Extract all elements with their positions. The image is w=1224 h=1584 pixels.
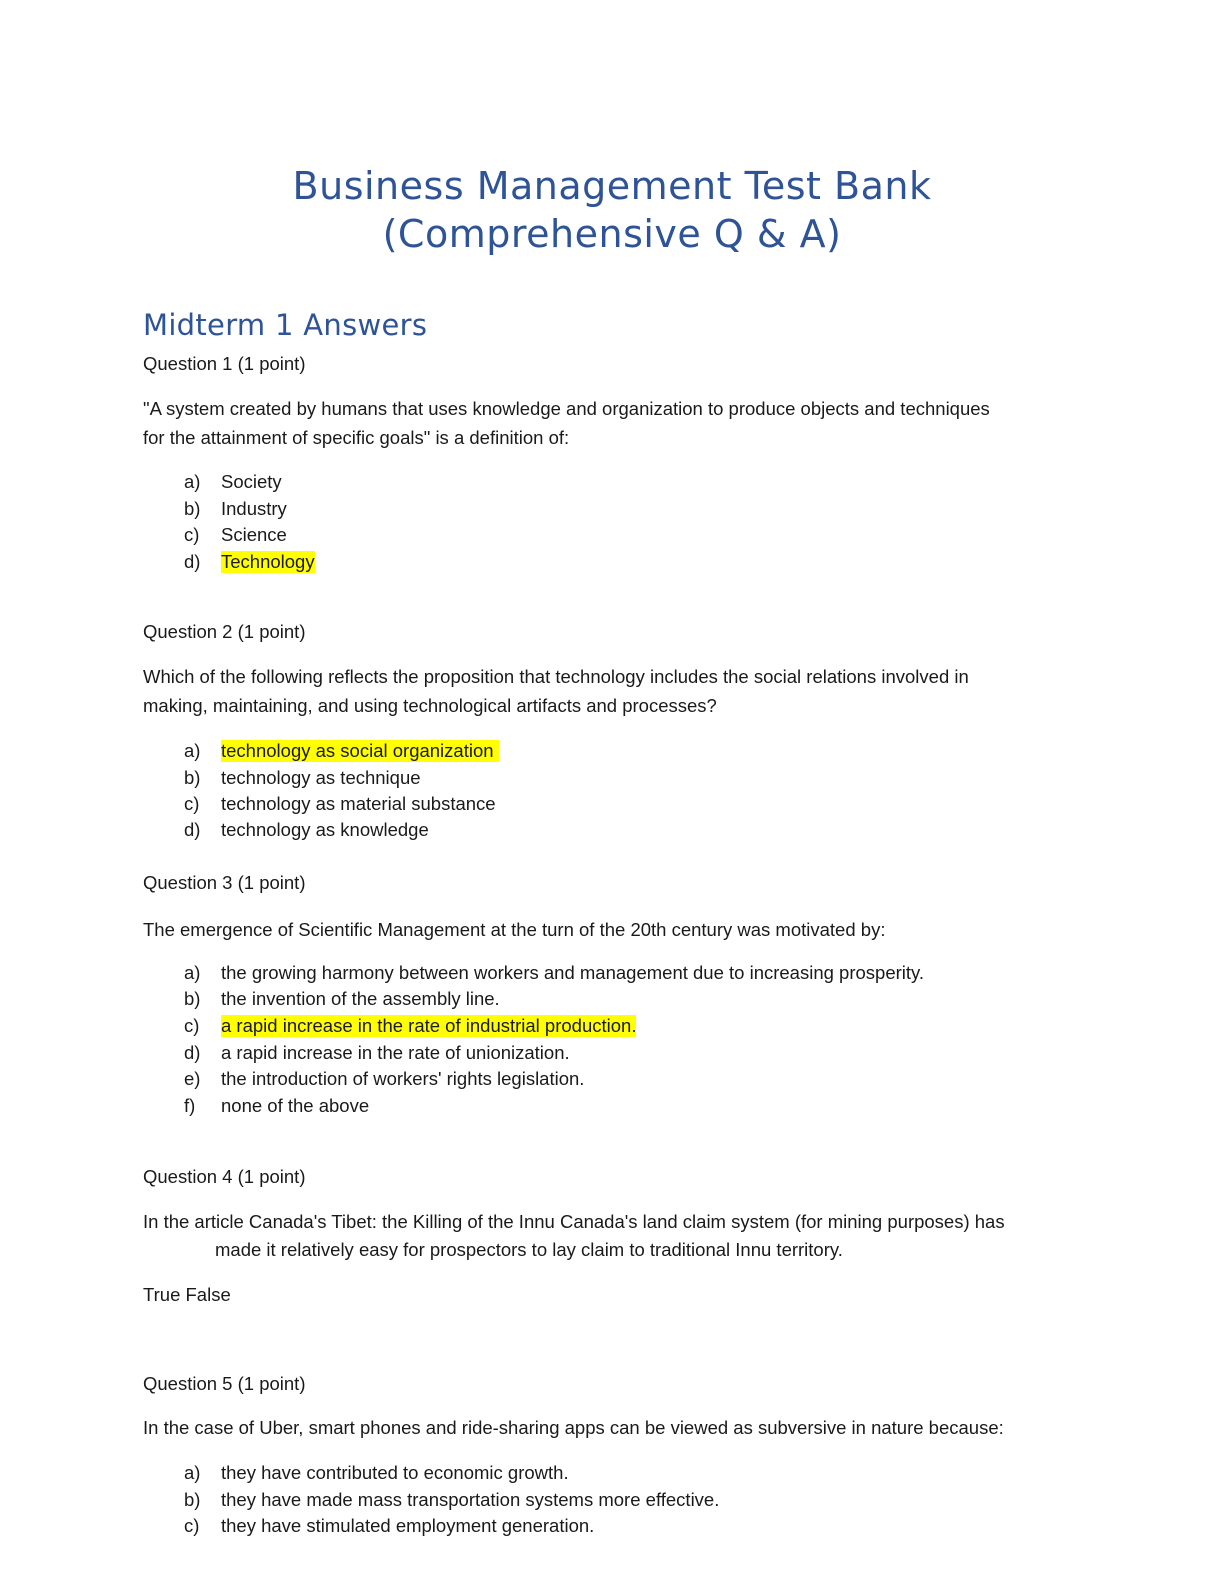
option-letter: b) xyxy=(184,767,201,788)
question-4-answer-choices: True False xyxy=(143,1284,231,1305)
option-letter: c) xyxy=(184,1515,200,1536)
question-2-option-c: technology as material substance xyxy=(221,793,496,814)
question-5-option-b: they have made mass transportation systems more effective. xyxy=(221,1489,720,1510)
option-letter: d) xyxy=(184,551,201,572)
question-2-text-line-2: making, maintaining, and using technological artifacts and processes? xyxy=(143,695,717,716)
option-letter: a) xyxy=(184,471,201,492)
question-3-option-d: a rapid increase in the rate of unionization. xyxy=(221,1042,570,1063)
question-2-option-b: technology as technique xyxy=(221,767,421,788)
option-letter: c) xyxy=(184,793,200,814)
question-3-option-c-highlighted: a rapid increase in the rate of industrial production. xyxy=(221,1015,637,1036)
option-letter: b) xyxy=(184,498,201,519)
question-2-text-line-1: Which of the following reflects the proposition that technology includes the social relations involved in xyxy=(143,666,969,687)
question-5-option-a: they have contributed to economic growth. xyxy=(221,1462,569,1483)
question-1-text-line-1: "A system created by humans that uses knowledge and organization to produce objects and techniques xyxy=(143,398,990,419)
question-4-text-line-2: made it relatively easy for prospectors to lay claim to traditional Innu territory. xyxy=(215,1239,843,1260)
option-letter: a) xyxy=(184,1462,201,1483)
question-3-option-e: the introduction of workers' rights legislation. xyxy=(221,1068,585,1089)
question-1-text-line-2: for the attainment of specific goals" is a definition of: xyxy=(143,427,570,448)
question-2-header: Question 2 (1 point) xyxy=(143,621,306,642)
question-3-option-b: the invention of the assembly line. xyxy=(221,988,500,1009)
document-title-line-2: (Comprehensive Q & A) xyxy=(382,212,842,256)
question-4-header: Question 4 (1 point) xyxy=(143,1166,306,1187)
question-2-option-d: technology as knowledge xyxy=(221,819,429,840)
option-letter: c) xyxy=(184,1015,200,1036)
option-letter: d) xyxy=(184,819,201,840)
question-4-text-line-1: In the article Canada's Tibet: the Killing of the Innu Canada's land claim system (for mining purposes) has xyxy=(143,1211,1005,1232)
option-letter: e) xyxy=(184,1068,201,1089)
option-letter: a) xyxy=(184,740,201,761)
option-letter: b) xyxy=(184,1489,201,1510)
option-letter: c) xyxy=(184,524,200,545)
question-3-option-f: none of the above xyxy=(221,1095,370,1116)
question-5-header: Question 5 (1 point) xyxy=(143,1373,306,1394)
question-3-option-a: the growing harmony between workers and management due to increasing prosperity. xyxy=(221,962,925,983)
option-letter: f) xyxy=(184,1095,196,1116)
question-1-option-c: Science xyxy=(221,524,287,545)
question-3-header: Question 3 (1 point) xyxy=(143,872,306,893)
question-1-header: Question 1 (1 point) xyxy=(143,353,306,374)
question-2-option-a-highlighted: technology as social organization xyxy=(221,740,499,761)
document-title-line-1: Business Management Test Bank xyxy=(292,164,932,208)
option-letter: d) xyxy=(184,1042,201,1063)
question-1-option-d-highlighted: Technology xyxy=(221,551,315,572)
question-5-option-c: they have stimulated employment generation. xyxy=(221,1515,595,1536)
section-heading: Midterm 1 Answers xyxy=(143,308,428,342)
question-1-option-b: Industry xyxy=(221,498,287,519)
question-1-option-a: Society xyxy=(221,471,282,492)
option-letter: b) xyxy=(184,988,201,1009)
question-5-text-line-1: In the case of Uber, smart phones and ride-sharing apps can be viewed as subversive in nature because: xyxy=(143,1417,1004,1438)
option-letter: a) xyxy=(184,962,201,983)
question-3-text-line-1: The emergence of Scientific Management at the turn of the 20th century was motivated by: xyxy=(143,919,886,940)
